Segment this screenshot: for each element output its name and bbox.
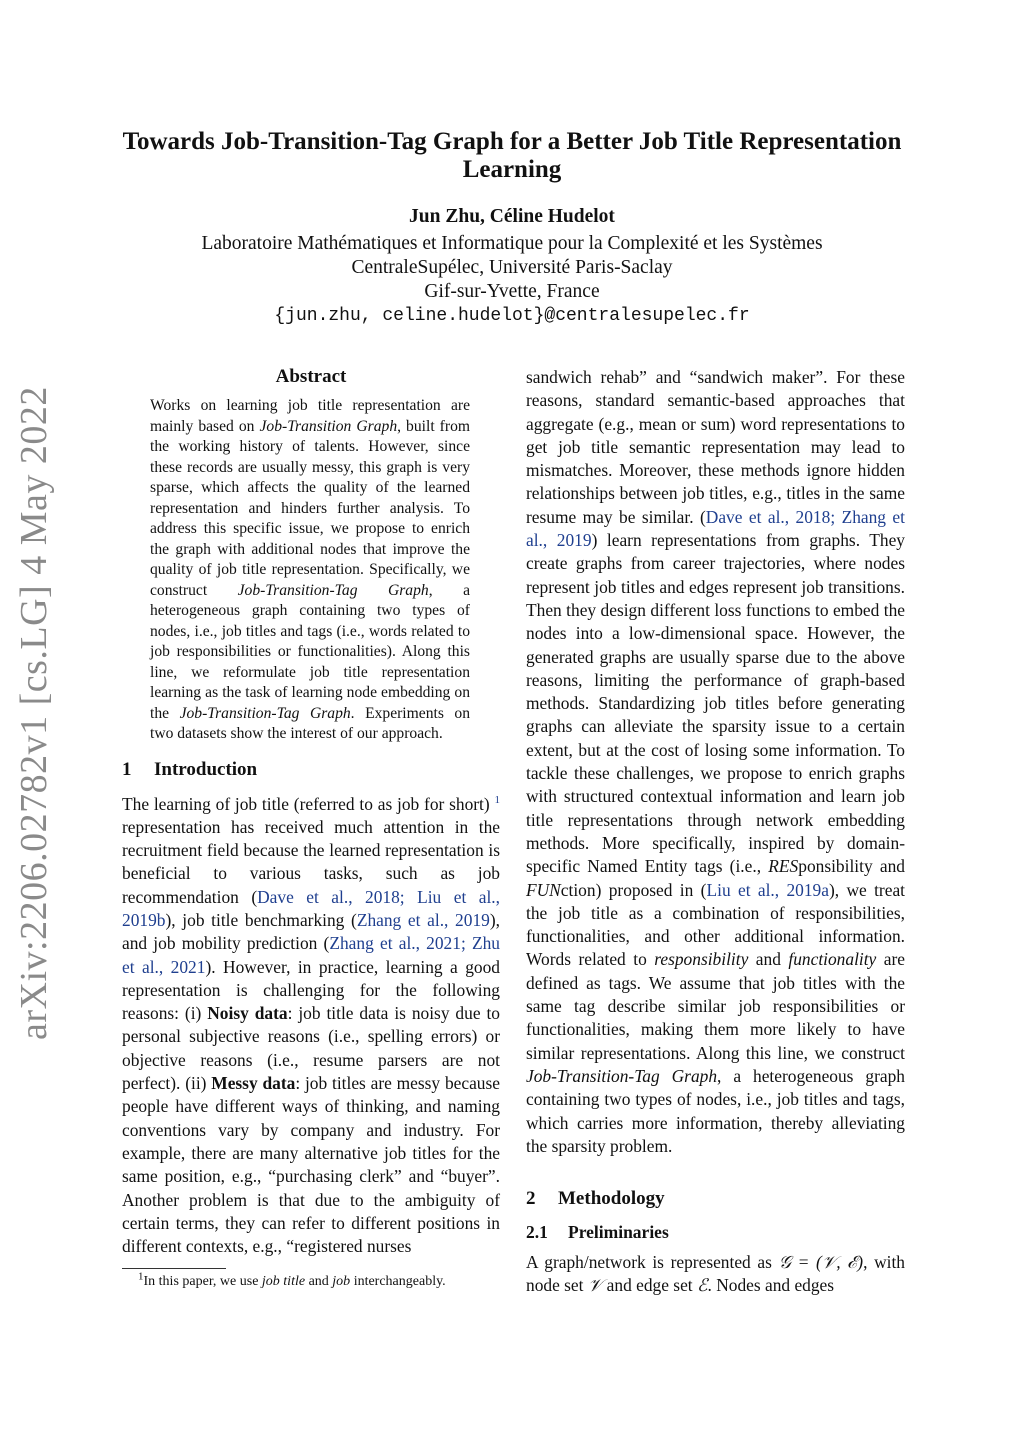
- text-span: and edge set: [602, 1275, 697, 1296]
- arxiv-side-stamp: arXiv:2206.02782v1 [cs.LG] 4 May 2022: [13, 386, 55, 1040]
- author-email: {jun.zhu, celine.hudelot}@centralesupelec.fr: [274, 306, 750, 326]
- emphasis-text: functionality: [788, 949, 877, 970]
- affiliation-line: Laboratoire Mathématiques et Informatique pour la Complexité et les Systèmes: [201, 233, 823, 254]
- abstract-heading: Abstract: [275, 366, 347, 387]
- math-graph-definition: 𝒢 = (𝒱, ℰ): [778, 1252, 864, 1273]
- abstract-span: . Experiments on two datasets show the interest of our approach.: [150, 704, 470, 742]
- math-node-set: 𝒱: [587, 1275, 603, 1296]
- bold-term: Noisy data: [207, 1003, 288, 1024]
- affiliation-block: [100, 232, 924, 328]
- text-span: : job titles are messy because people have different ways of thinking, and naming conventions vary by company and industry. For example, there are many alternative job titles for the same position, e.g., “purchasing clerk” and “buyer”. Another problem is that due to the ambiguity of certain terms, they can refer to different positions in different contexts, e.g., “registered nurses: [122, 1073, 500, 1257]
- abstract-text: [150, 396, 470, 745]
- citation-link[interactable]: Dave et al., 2018; Zhang et al., 2019: [526, 506, 905, 551]
- section-heading-methodology: [526, 1188, 905, 1210]
- affiliation-line: CentraleSupélec, Université Paris-Saclay: [351, 257, 673, 278]
- section-heading-introduction: [122, 759, 500, 781]
- preliminaries-paragraph: [526, 1251, 905, 1298]
- abstract-span: , built from the working history of talents. However, since these records are usually messy, this graph is very sparse, which affects the quality of the learned representation and hinders further analysis. To address this specific issue, we propose to enrich the graph with additional nodes that improve the quality of job title representation. Specifically, we construct: [150, 417, 470, 599]
- introduction-paragraph: [122, 793, 500, 1259]
- text-span: are defined as tags. We assume that job titles with the same tag describe similar job responsibilities or functionalities, making them more likely to have similar representations. Along this line, we construct: [526, 949, 905, 1063]
- subsection-number: 2.1: [526, 1222, 548, 1243]
- citation-link[interactable]: Zhang et al., 2021; Zhu et al., 2021: [122, 933, 500, 977]
- abstract-span: , a heterogeneous graph containing two types of nodes, i.e., job titles and tags (i.e., words related to job responsibilities or functionalities). Along this line, we reformulate job title representation learning as the task of learning node embedding on the: [150, 581, 470, 722]
- text-span: The learning of job title (referred to as job for short): [122, 793, 495, 814]
- text-span: and: [305, 1274, 333, 1290]
- abstract-emphasis: Job-Transition-Tag Graph: [237, 581, 429, 599]
- introduction-continued-paragraph: [526, 366, 905, 1158]
- text-span: interchangeably.: [350, 1274, 446, 1290]
- title-line-1: Towards Job-Transition-Tag Graph for a Better Job Title Representation: [122, 128, 902, 155]
- text-span: ) learn representations from graphs. They create graphs from career trajectories, where nodes represent job titles and edges represent job transitions. Then they design different loss functions to embed the nodes into a low-dimensional space. However, the generated graphs are usually sparse due to the above reasons, limiting the performance of graph-based methods. Standardizing job titles before generating graphs can alleviate the sparsity issue to a certain extent, but at the cost of losing some information. To tackle these challenges, we propose to enrich graphs with structured contextual information and learn job title representations through network embedding methods. More specifically, inspired by domain-specific Named Entity tags (i.e.,: [526, 530, 905, 877]
- section-number: 2: [526, 1188, 536, 1210]
- abstract-emphasis: Job-Transition Graph: [259, 417, 398, 435]
- footnote-emphasis: job title: [261, 1274, 306, 1290]
- abstract-span: Works on learning job title representation are mainly based on: [150, 397, 470, 435]
- footnote: [122, 1270, 500, 1291]
- section-number: 1: [122, 758, 132, 780]
- citation-link[interactable]: Dave et al., 2018; Liu et al., 2019b: [122, 886, 500, 930]
- affiliation-line: Gif-sur-Yvette, France: [424, 281, 600, 302]
- text-span: , with node set: [526, 1252, 905, 1296]
- text-span: representation has received much attention in the recruitment field because the learned representation is beneficial to various tasks, such as job recommendation (: [122, 816, 500, 907]
- paper-title: [100, 128, 924, 184]
- left-column: [122, 366, 500, 1291]
- title-line-2: Learning: [462, 156, 562, 183]
- text-span: . Nodes and edges: [707, 1275, 835, 1296]
- text-span: and: [748, 949, 789, 970]
- emphasis-text: RES: [768, 856, 799, 877]
- subsection-heading-preliminaries: [526, 1222, 905, 1243]
- math-edge-set: ℰ: [696, 1275, 708, 1296]
- text-span: In this paper, we use: [143, 1274, 262, 1290]
- emphasis-text: FUN: [526, 879, 561, 900]
- footnote-mark-link[interactable]: 1: [494, 793, 500, 806]
- footnote-emphasis: job: [332, 1274, 351, 1290]
- text-span: , a heterogeneous graph containing two types of nodes, i.e., job titles and tags, which carries more information, thereby alleviating the sparsity problem.: [526, 1065, 905, 1156]
- text-span: ponsibility and: [798, 856, 905, 877]
- emphasis-text: Job-Transition-Tag Graph: [526, 1065, 718, 1086]
- text-span: ), and job mobility prediction (: [122, 909, 500, 954]
- text-span: ), we treat the job title as a combination of responsibilities, functionalities, and other additional information. Words related to: [526, 879, 905, 970]
- text-span: ction) proposed in (: [560, 879, 707, 900]
- text-span: sandwich rehab” and “sandwich maker”. For these reasons, standard semantic-based approaches that aggregate (e.g., mean or sum) word representations to get job title semantic representation may lead to mismatches. Moreover, these methods ignore hidden relationships between job titles, e.g., titles in the same resume may be similar. (: [526, 367, 905, 527]
- text-span: : job title data is noisy due to personal subjective reasons (i.e., spelling errors) or objective reasons (i.e., resume parsers are not perfect). (ii): [122, 1003, 500, 1094]
- right-column: [526, 366, 905, 1298]
- abstract-emphasis: Job-Transition-Tag Graph: [179, 704, 351, 722]
- citation-link[interactable]: Liu et al., 2019a: [706, 879, 829, 900]
- authors: Jun Zhu, Céline Hudelot: [409, 206, 615, 227]
- footnote-number: 1: [138, 1270, 144, 1283]
- emphasis-text: responsibility: [654, 949, 749, 970]
- section-title: Methodology: [558, 1188, 665, 1210]
- footnote-divider: [122, 1268, 226, 1269]
- text-span: ), job title benchmarking (: [165, 909, 357, 930]
- text-span: A graph/network is represented as: [526, 1252, 779, 1273]
- text-span: ). However, in practice, learning a good representation is challenging for the following reasons: (i): [122, 956, 500, 1024]
- section-title: Introduction: [154, 758, 258, 780]
- bold-term: Messy data: [211, 1073, 296, 1094]
- subsection-title: Preliminaries: [568, 1222, 669, 1243]
- citation-link[interactable]: Zhang et al., 2019: [356, 909, 490, 930]
